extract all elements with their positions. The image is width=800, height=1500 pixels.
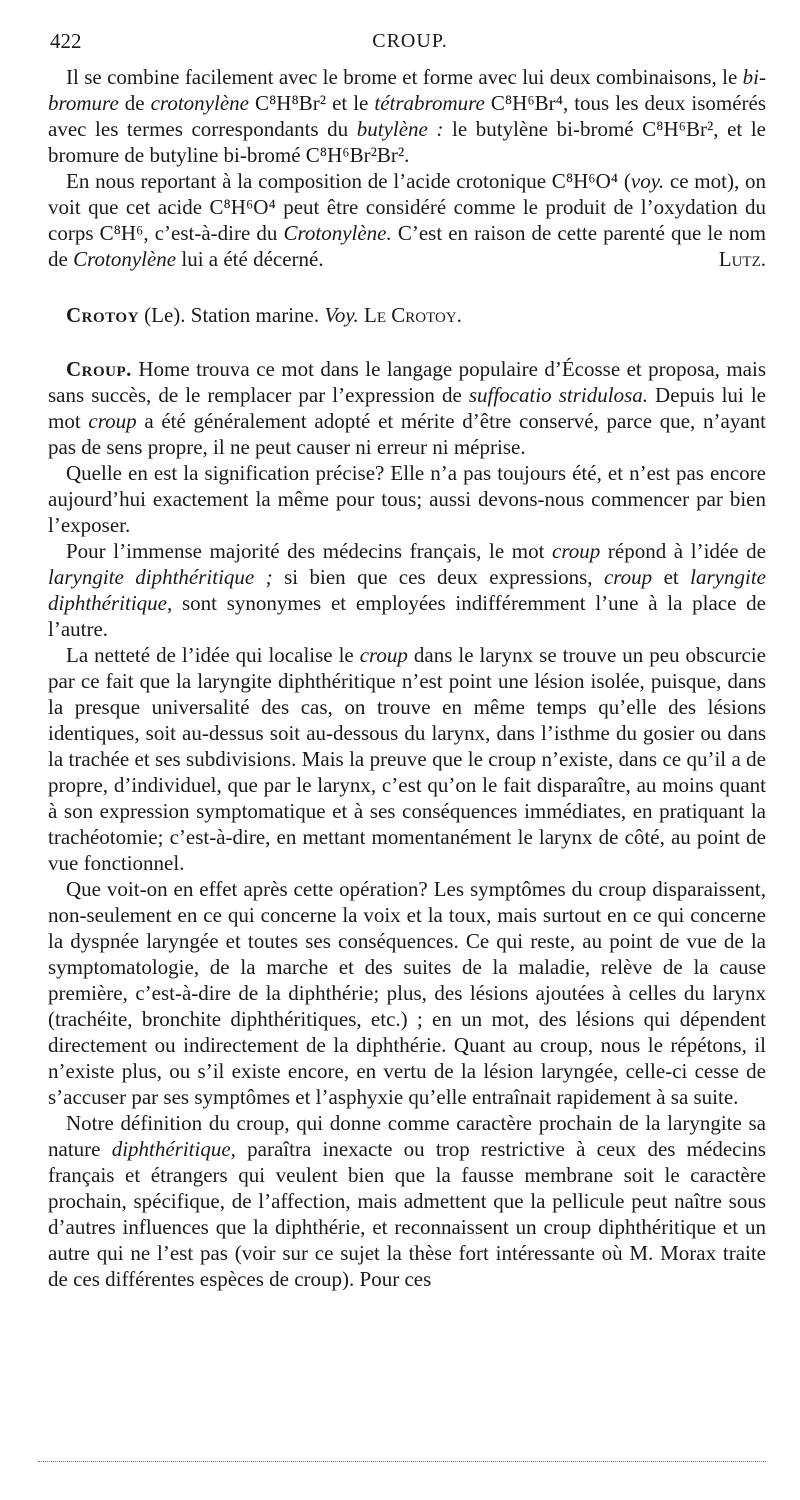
text-run: C⁸H⁶Br⁴, tous les deux isomérés avec les termes correspondants du [48, 91, 767, 141]
text-run: dans le larynx se trouve un peu obscurcie par ce fait que la laryngite diphthéritique n’est point une lésion isolée, puisque, dans la presque universalité des cas, on trouve en même temps qu’elle des lésions identiques, soit au-dessus soit au-dessous du larynx, dans l’isthme du gosier ou dans la trachée et ses subdivisions. Mais la preuve que le croup n’existe, dans ce qu’il a de propre, d’individuel, que par le larynx, c’est qu’on le fait disparaître, au moins quant à son expression symptomatique et à ses conséquences immédiates, en pratiquant la trachéotomie; c’est-à-dire, en mettant momentanément le larynx de côté, au point de vue fonctionnel. [48, 643, 766, 875]
crotoy-entry [48, 302, 766, 328]
paragraph-operation: Que voit-on en effet après cette opération? Les symptômes du croup disparaissent, non-seulement en ce qui concerne la voix et la toux, mais surtout en ce qui concerne la dyspnée laryngée et toutes ses conséquences. Ce qui reste, au point de vue de la symptomatologie, de la marche et des suites de la maladie, relève de la cause première, c’est-à-dire de la diphthérie; plus, des lésions ajoutées à celles du larynx (trachéite, bronchite diphthéritiques, etc.) ; en un mot, des lésions qui dépendent directement ou indirectement de la diphthérie. Quant au croup, nous le répétons, il n’existe plus, ou s’il existe encore, en vertu de la lésion laryngée, celle-ci cesse de s’accuser par ses symptômes et l’asphyxie qu’elle entraînait rapidement à sa suite. [48, 877, 766, 1109]
page-header [50, 28, 770, 58]
text-run: C⁸H⁸Br² et le [248, 91, 375, 115]
text-run: La netteté de l’idée qui localise le [66, 643, 360, 667]
text-run: Depuis lui le mot [48, 383, 766, 433]
running-title: CROUP. [372, 30, 448, 52]
italic-term: Crotonylène [73, 247, 177, 271]
italic-term: Crotonylène. [283, 221, 392, 245]
paragraph-bromine [48, 64, 766, 168]
cross-reference: Le Crotoy. [358, 303, 462, 327]
text-run: (Le). Station marine. [138, 303, 325, 327]
text-run: Notre définition du croup, qui donne comme caractère prochain de la laryngite sa nature [48, 1111, 766, 1161]
author-signature: Lutz. [718, 247, 766, 271]
text-run: le butylène bi-bromé C⁸H⁶Br², et le bromure de butyline bi-bromé C⁸H⁶Br²Br². [48, 117, 766, 167]
paragraph-crotonic-acid [48, 168, 766, 272]
paragraph-croup-origin [48, 356, 766, 460]
text-run: si bien que ces deux expressions, [272, 565, 604, 589]
italic-term: croup [603, 565, 653, 589]
paragraph-definition [48, 1110, 766, 1292]
italic-term: voy. [630, 169, 665, 193]
italic-term: croup [359, 643, 408, 667]
italic-term: crotonylène [150, 91, 249, 115]
text-run: ce mot), on voit que cet acide C⁸H⁶O⁴ peut être considéré comme le produit de l’oxydation du corps C⁸H⁶, c’est-à-dire du [48, 169, 766, 245]
italic-term: laryngite diphthéritique ; [48, 565, 273, 589]
paragraph-nettete [48, 642, 766, 876]
text-run: a été généralement adopté et mérite d’être conservé, parce que, n’ayant pas de sens propre, il ne peut causer ni erreur ni méprise. [48, 409, 766, 459]
italic-term: tétrabromure [374, 91, 485, 115]
text-run: Home trouva ce mot dans le langage populaire d’Écosse et proposa, mais sans succès, de le remplacer par l’expression de [48, 357, 766, 407]
text-run: et [652, 565, 691, 589]
paragraph-crotoy [48, 302, 766, 328]
text-run: paraîtra inexacte ou trop restrictive à ceux des médecins français et étrangers qui veulent bien que la fausse membrane soit le caractère prochain, spécifique, de l’affection, mais admettent que la pellicule peut naître sous d’autres influences que la diphthérie, et reconnaissent un croup diphthéritique et un autre qui ne l’est pas (voir sur ce sujet la thèse fort intéressante où M. Morax traite de ces différentes espèces de croup). Pour ces [48, 1137, 766, 1291]
text-run: sont synonymes et employées indifféremment l’une à la place de l’autre. [48, 591, 766, 641]
paragraph-signification: Quelle en est la signification précise? Elle n’a pas toujours été, et n’est pas encore aujourd’hui exactement la même pour tous; aussi devons-nous commencer par bien l’exposer. [48, 461, 766, 537]
crotonylene-continuation [48, 64, 766, 272]
headword-crotoy: Crotoy [66, 303, 139, 327]
italic-term: Voy. [324, 303, 359, 327]
italic-term: butylène : [356, 117, 444, 141]
footer-dotted-rule [38, 1461, 766, 1462]
text-run: En nous reportant à la composition de l’acide crotonique C⁸H⁶O⁴ ( [66, 169, 631, 193]
headword-croup: Croup. [66, 357, 132, 381]
croup-article [48, 356, 766, 1292]
text-run: C’est en raison de cette parenté que le nom de [48, 221, 766, 271]
paragraph-majority [48, 538, 766, 642]
italic-term: croup [552, 539, 601, 563]
text-run: Pour l’immense majorité des médecins français, le mot [66, 539, 553, 563]
text-run: répond à l’idée de [600, 539, 766, 563]
text-run: de [118, 91, 151, 115]
text-run: Il se combine facilement avec le brome et forme avec lui deux combinaisons, le [66, 65, 743, 89]
italic-term: suffocatio stridulosa. [468, 383, 648, 407]
italic-term: laryngite diphthéritique, [48, 565, 766, 615]
page-number: 422 [50, 29, 82, 53]
italic-term: croup [88, 409, 137, 433]
text-run: lui a été décerné. [176, 247, 324, 271]
italic-term: diphthéritique, [111, 1137, 236, 1161]
italic-term: bi-bromure [48, 65, 766, 115]
